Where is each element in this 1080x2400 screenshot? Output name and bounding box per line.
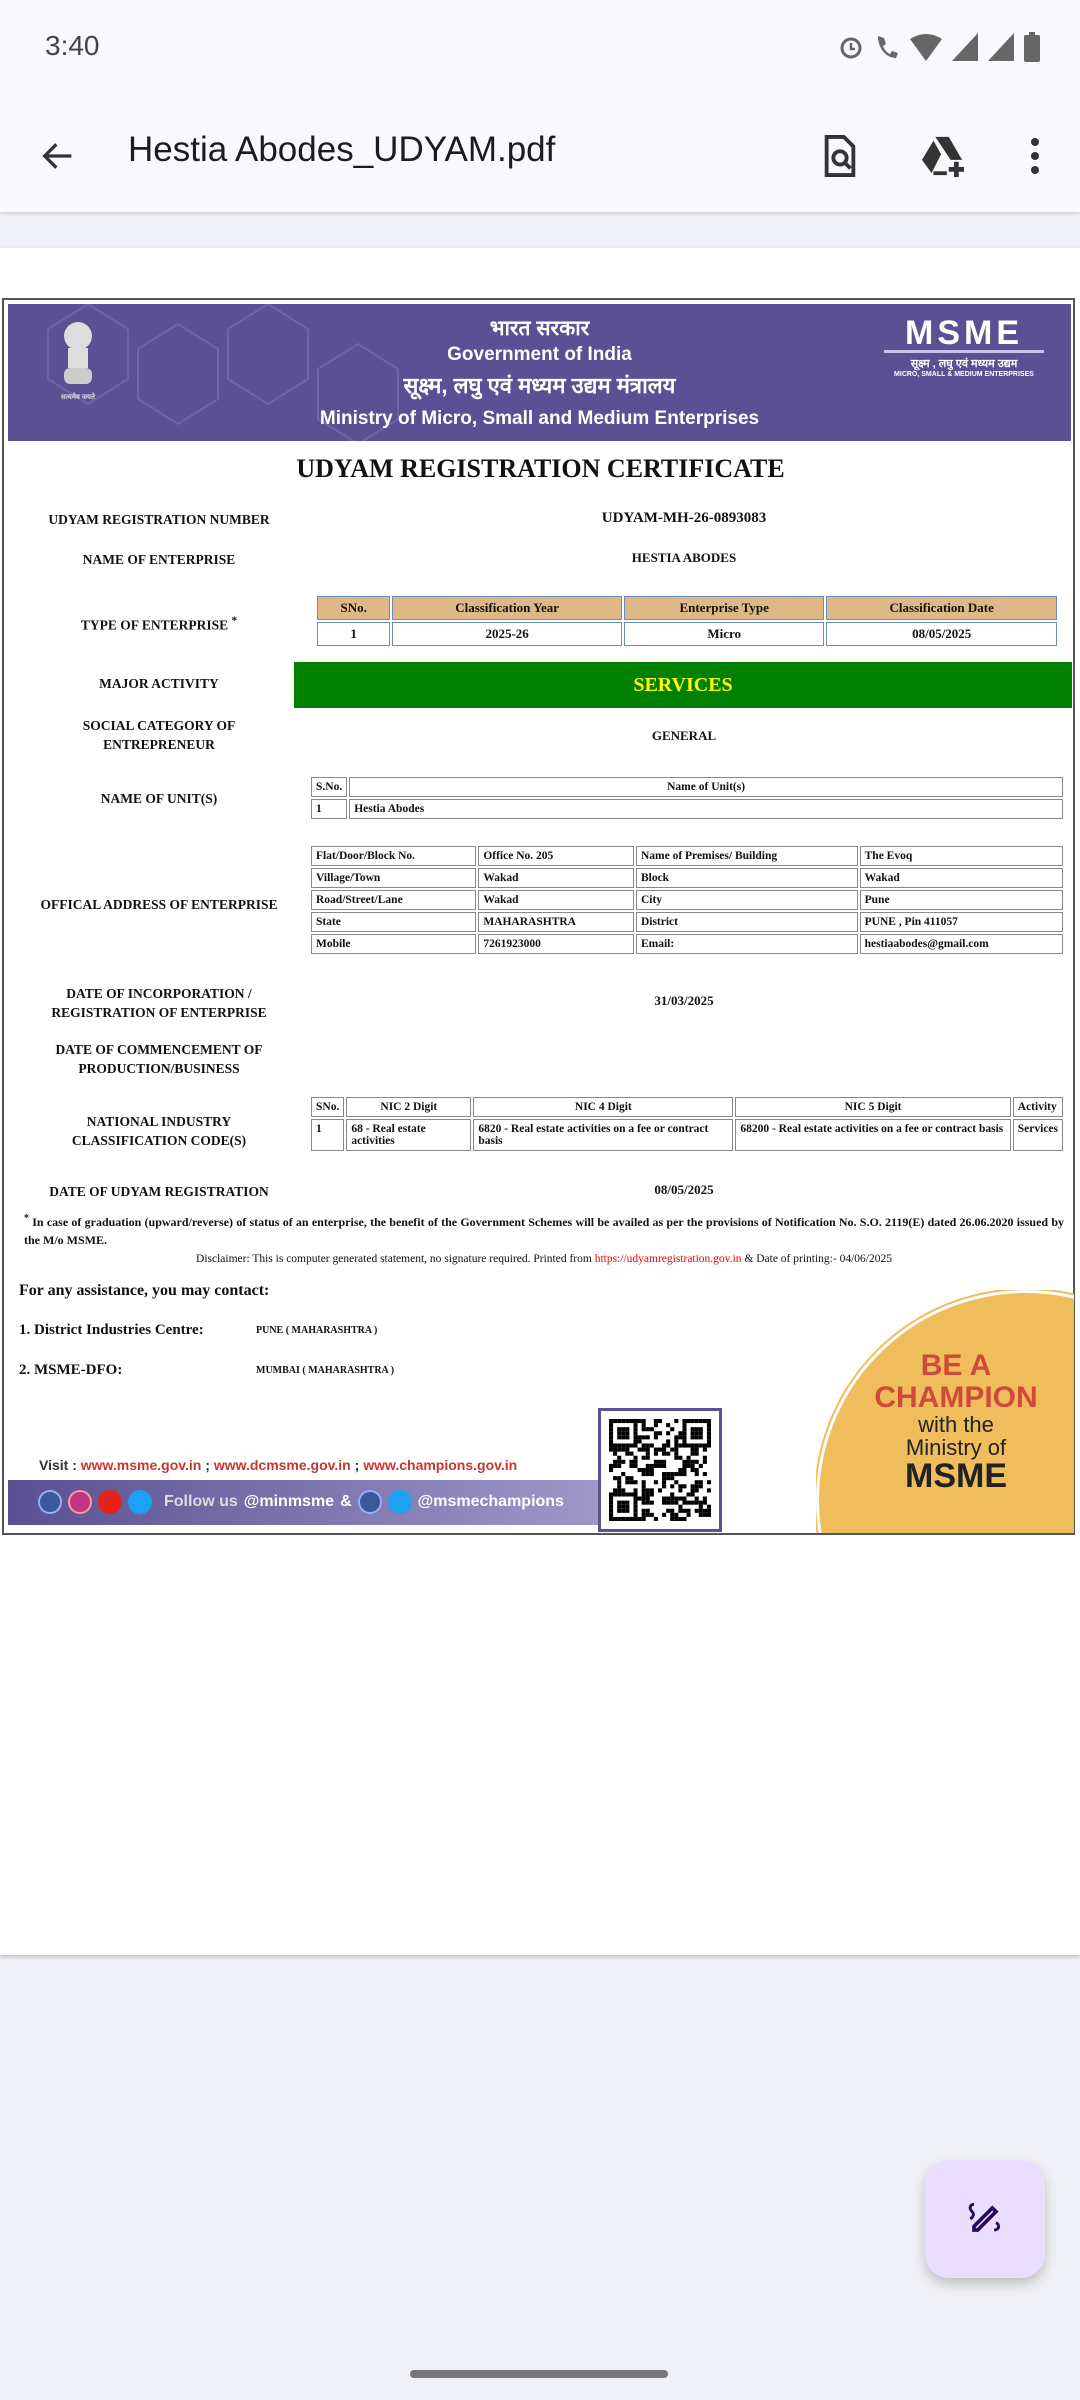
document-title: Hestia Abodes_UDYAM.pdf — [128, 130, 556, 169]
assistance-heading: For any assistance, you may contact: — [19, 1282, 270, 1299]
address-cell: Name of Premises/ Building — [636, 846, 858, 866]
handle-minmsme[interactable]: @minmsme — [243, 1493, 335, 1510]
social-category-value: GENERAL — [651, 728, 717, 743]
dcmsme-link[interactable]: www.dcmsme.gov.in — [213, 1457, 351, 1473]
follow-text: Follow us — [164, 1493, 238, 1510]
facebook-icon-2[interactable] — [358, 1490, 382, 1514]
signal-icon-2 — [988, 33, 1014, 61]
footnote: * In case of graduation (upward/reverse) of status of an enterprise, the benefit of the Government Schemes will be availed as per the provisions of Notification No. S.O. 2119(E) dated 26.06.2020 issued by the M/o MSME. — [24, 1213, 1064, 1247]
address-cell: Wakad — [478, 890, 634, 910]
enterprise-name-value: HESTIA ABODES — [631, 550, 737, 565]
address-cell: Mobile — [311, 934, 476, 954]
champion-badge: BE A CHAMPION with the Ministry of MSME — [816, 1290, 1074, 1533]
hindi-gov-text: भारत सरकार — [489, 317, 590, 340]
twitter-icon[interactable] — [128, 1490, 152, 1514]
address-label: OFFICAL ADDRESS OF ENTERPRISE — [40, 897, 278, 912]
more-options-button[interactable] — [1005, 128, 1065, 184]
address-cell: hestiaabodes@gmail.com — [860, 934, 1063, 954]
major-activity-value: SERVICES — [294, 662, 1072, 708]
gesture-nav-handle[interactable] — [410, 2370, 668, 2378]
incorporation-label: DATE OF INCORPORATION / REGISTRATION OF ENTERPRISE — [51, 986, 267, 1020]
address-cell: Wakad — [478, 868, 634, 888]
certificate-title: UDYAM REGISTRATION CERTIFICATE — [296, 454, 785, 483]
address-cell: Pune — [860, 890, 1063, 910]
find-in-page-icon — [822, 135, 858, 177]
wifi-icon — [910, 33, 942, 61]
enterprise-type-table: SNo. Classification Year Enterprise Type Classification Date 1 2025-26 Micro 08/05/2025 — [315, 594, 1059, 648]
disclaimer: Disclaimer: This is computer generated statement, no signature required. Printed from https://udyamregistration.gov.in & Date of printing:- 04/06/2025 — [196, 1253, 892, 1265]
address-cell: State — [311, 912, 476, 932]
udyam-date-label: DATE OF UDYAM REGISTRATION — [49, 1184, 269, 1199]
address-cell: The Evoq — [860, 846, 1063, 866]
address-table — [309, 844, 1065, 956]
table-row: 1 2025-26 Micro 08/05/2025 — [317, 622, 1057, 646]
handle-msmechampions[interactable]: @msmechampions — [417, 1493, 564, 1510]
government-banner — [8, 304, 1071, 441]
dic-value: PUNE ( MAHARASHTRA ) — [256, 1325, 378, 1336]
address-cell: Flat/Door/Block No. — [311, 846, 476, 866]
draw-pen-icon — [963, 2197, 1007, 2241]
youtube-icon[interactable] — [98, 1490, 122, 1514]
incorporation-value: 31/03/2025 — [654, 993, 714, 1008]
nic-table: SNo. NIC 2 Digit NIC 4 Digit NIC 5 Digit Activity 1 68 - Real estate activities 6820 - Real estate activities on a fee or contract basis 68200 - Real estate activities on a fee or contract basis Services — [309, 1095, 1065, 1153]
instagram-icon[interactable] — [68, 1490, 92, 1514]
dic-label: 1. District Industries Centre: — [19, 1322, 204, 1338]
drive-add-icon — [920, 135, 966, 177]
table-row — [311, 868, 1063, 888]
arrow-back-icon — [38, 136, 78, 176]
emblem-motto: सत्यमेव जयते — [61, 393, 95, 401]
amp-text: & — [340, 1493, 352, 1510]
table-row: 1 Hestia Abodes — [311, 799, 1063, 819]
hindi-ministry-text: सूक्ष्म, लघु एवं मध्यम उद्यम मंत्रालय — [403, 373, 676, 398]
add-to-drive-button[interactable] — [915, 128, 971, 184]
social-footer — [8, 1480, 598, 1525]
app-bar — [0, 100, 1080, 212]
more-vert-icon — [1030, 136, 1040, 176]
facebook-icon[interactable] — [38, 1490, 62, 1514]
address-cell: Village/Town — [311, 868, 476, 888]
status-bar — [0, 0, 1080, 100]
address-cell: PUNE , Pin 411057 — [860, 912, 1063, 932]
address-cell: District — [636, 912, 858, 932]
signal-icon — [952, 33, 978, 61]
table-row — [311, 912, 1063, 932]
nic-label: NATIONAL INDUSTRY CLASSIFICATION CODE(S) — [71, 1114, 247, 1148]
reg-number-label: UDYAM REGISTRATION NUMBER — [48, 512, 270, 527]
units-label: NAME OF UNIT(S) — [100, 791, 218, 806]
visit-links: Visit : www.msme.gov.in ; www.dcmsme.gov.in ; www.champions.gov.in — [39, 1457, 518, 1473]
address-cell: Wakad — [860, 868, 1063, 888]
ministry-text: Ministry of Micro, Small and Medium Enterprises — [319, 408, 760, 429]
reg-number-value: UDYAM-MH-26-0893083 — [601, 510, 767, 526]
table-row — [311, 846, 1063, 866]
msme-logo: MSME सूक्ष्म , लघु एवं मध्यम उद्यम MICRO, SMALL & MEDIUM ENTERPRISES — [884, 316, 1044, 378]
address-cell: Email: — [636, 934, 858, 954]
address-cell: City — [636, 890, 858, 910]
gov-text: Government of India — [447, 344, 632, 365]
enterprise-name-label: NAME OF ENTERPRISE — [82, 552, 236, 567]
address-cell: 7261923000 — [478, 934, 634, 954]
champions-link[interactable]: www.champions.gov.in — [363, 1457, 518, 1473]
table-row: 1 68 - Real estate activities 6820 - Real estate activities on a fee or contract basis 68200 - Real estate activities on a fee or contract basis Services — [311, 1119, 1063, 1151]
wifi-call-icon — [874, 32, 900, 62]
udyam-certificate — [2, 298, 1075, 1535]
commencement-label: DATE OF COMMENCEMENT OF PRODUCTION/BUSINESS — [55, 1042, 263, 1076]
dfo-label: 2. MSME-DFO: — [19, 1362, 123, 1378]
address-cell: Block — [636, 868, 858, 888]
units-table: S.No. Name of Unit(s) 1 Hestia Abodes — [309, 775, 1065, 821]
qr-code — [598, 1408, 722, 1532]
table-row — [311, 934, 1063, 954]
find-in-document-button[interactable] — [812, 128, 868, 184]
social-category-label: SOCIAL CATEGORY OF ENTREPRENEUR — [82, 718, 236, 752]
enterprise-type-label: TYPE OF ENTERPRISE * — [80, 615, 238, 633]
udyam-portal-link[interactable]: https://udyamregistration.gov.in — [594, 1253, 742, 1265]
address-cell: Office No. 205 — [478, 846, 634, 866]
table-row — [311, 890, 1063, 910]
major-activity-label: MAJOR ACTIVITY — [99, 676, 219, 691]
annotate-button[interactable] — [925, 2160, 1045, 2278]
back-button[interactable] — [30, 128, 86, 184]
dfo-value: MUMBAI ( MAHARASHTRA ) — [256, 1365, 395, 1376]
alarm-icon — [838, 33, 864, 61]
address-cell: Road/Street/Lane — [311, 890, 476, 910]
battery-icon — [1024, 32, 1040, 62]
clock: 3:40 — [45, 30, 100, 61]
address-cell: MAHARASHTRA — [478, 912, 634, 932]
twitter-icon-2[interactable] — [388, 1490, 412, 1514]
msme-link[interactable]: www.msme.gov.in — [80, 1457, 202, 1473]
udyam-date-value: 08/05/2025 — [654, 1182, 714, 1197]
